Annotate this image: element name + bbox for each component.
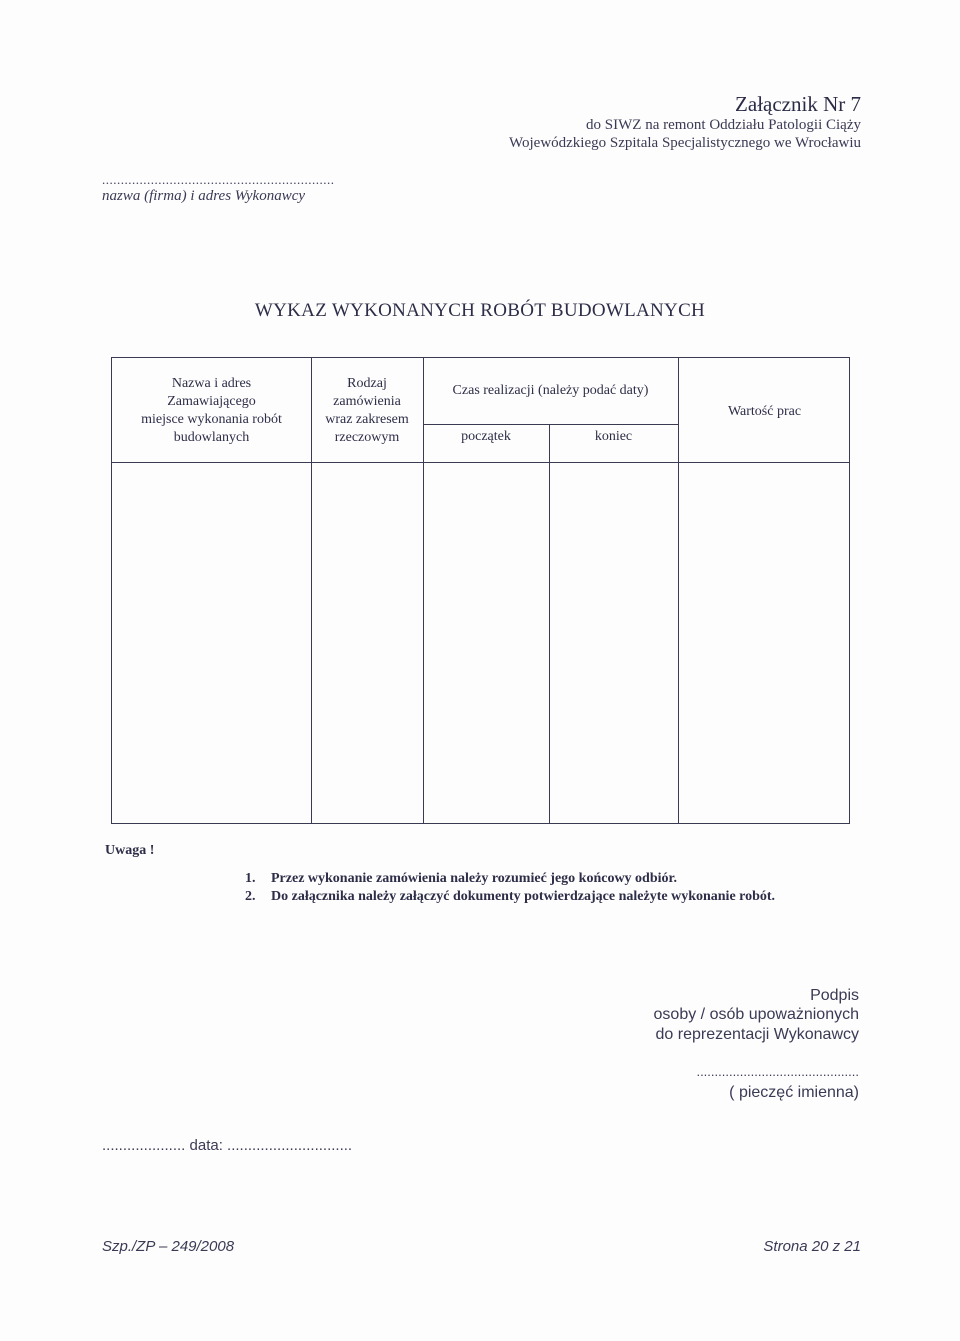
col-header-type-line: rzeczowym	[334, 430, 400, 445]
col-divider-3	[678, 358, 679, 823]
note-text: Przez wykonanie zamówienia należy rozumieć jego końcowy odbiór.	[271, 871, 677, 886]
col-header-type-line: wraz zakresem	[325, 412, 409, 427]
reference-number: Szp./ZP – 249/2008	[102, 1238, 235, 1255]
note-item	[0, 871, 960, 889]
col-header-client-line: miejsce wykonania robót	[141, 412, 282, 427]
signature-representation: do reprezentacji Wykonawcy	[655, 1026, 859, 1043]
contractor-fill-line: ..............................................................	[102, 172, 335, 187]
time-subheader-divider	[423, 424, 678, 425]
col-header-client-line: Nazwa i adres	[171, 376, 252, 391]
col-header-end: koniec	[594, 429, 633, 444]
col-header-type-line: zamówienia	[333, 394, 401, 409]
col-header-client-line: Zamawiającego	[167, 394, 256, 409]
note-number: 2.	[245, 889, 256, 904]
stamp-label: ( pieczęć imienna)	[729, 1084, 859, 1101]
col-header-type	[311, 375, 423, 447]
header-divider	[112, 462, 849, 463]
col-header-time: Czas realizacji (należy podać daty)	[452, 383, 649, 398]
page-number: Strona 20 z 21	[763, 1238, 861, 1255]
note-item	[0, 889, 960, 907]
date-fill-line: .................... data: ..............................	[102, 1137, 353, 1154]
signature-persons: osoby / osób upoważnionych	[653, 1006, 859, 1023]
col-header-client	[112, 375, 311, 447]
note-text: Do załącznika należy załączyć dokumenty potwierdzające należyte wykonanie robót.	[271, 889, 776, 904]
works-table	[111, 357, 850, 824]
attachment-subtitle-line1: do SIWZ na remont Oddziału Patologii Ciąży	[586, 117, 861, 133]
note-number: 1.	[245, 871, 256, 886]
col-header-type-line: Rodzaj	[347, 376, 387, 391]
attachment-subtitle-line2: Wojewódzkiego Szpitala Specjalistycznego we Wrocławiu	[509, 135, 861, 151]
col-header-value: Wartość prac	[727, 404, 802, 419]
col-header-client-line: budowlanych	[173, 430, 250, 445]
note-label: Uwaga !	[105, 843, 155, 858]
document-title: WYKAZ WYKONANYCH ROBÓT BUDOWLANYCH	[254, 300, 706, 321]
col-header-start: początek	[461, 429, 511, 444]
signature-fill-line: .............................................	[696, 1064, 859, 1079]
signature-label: Podpis	[810, 987, 859, 1004]
attachment-title: Załącznik Nr 7	[735, 92, 861, 116]
contractor-label: nazwa (firma) i adres Wykonawcy	[102, 188, 306, 204]
col-divider-time	[549, 424, 550, 823]
